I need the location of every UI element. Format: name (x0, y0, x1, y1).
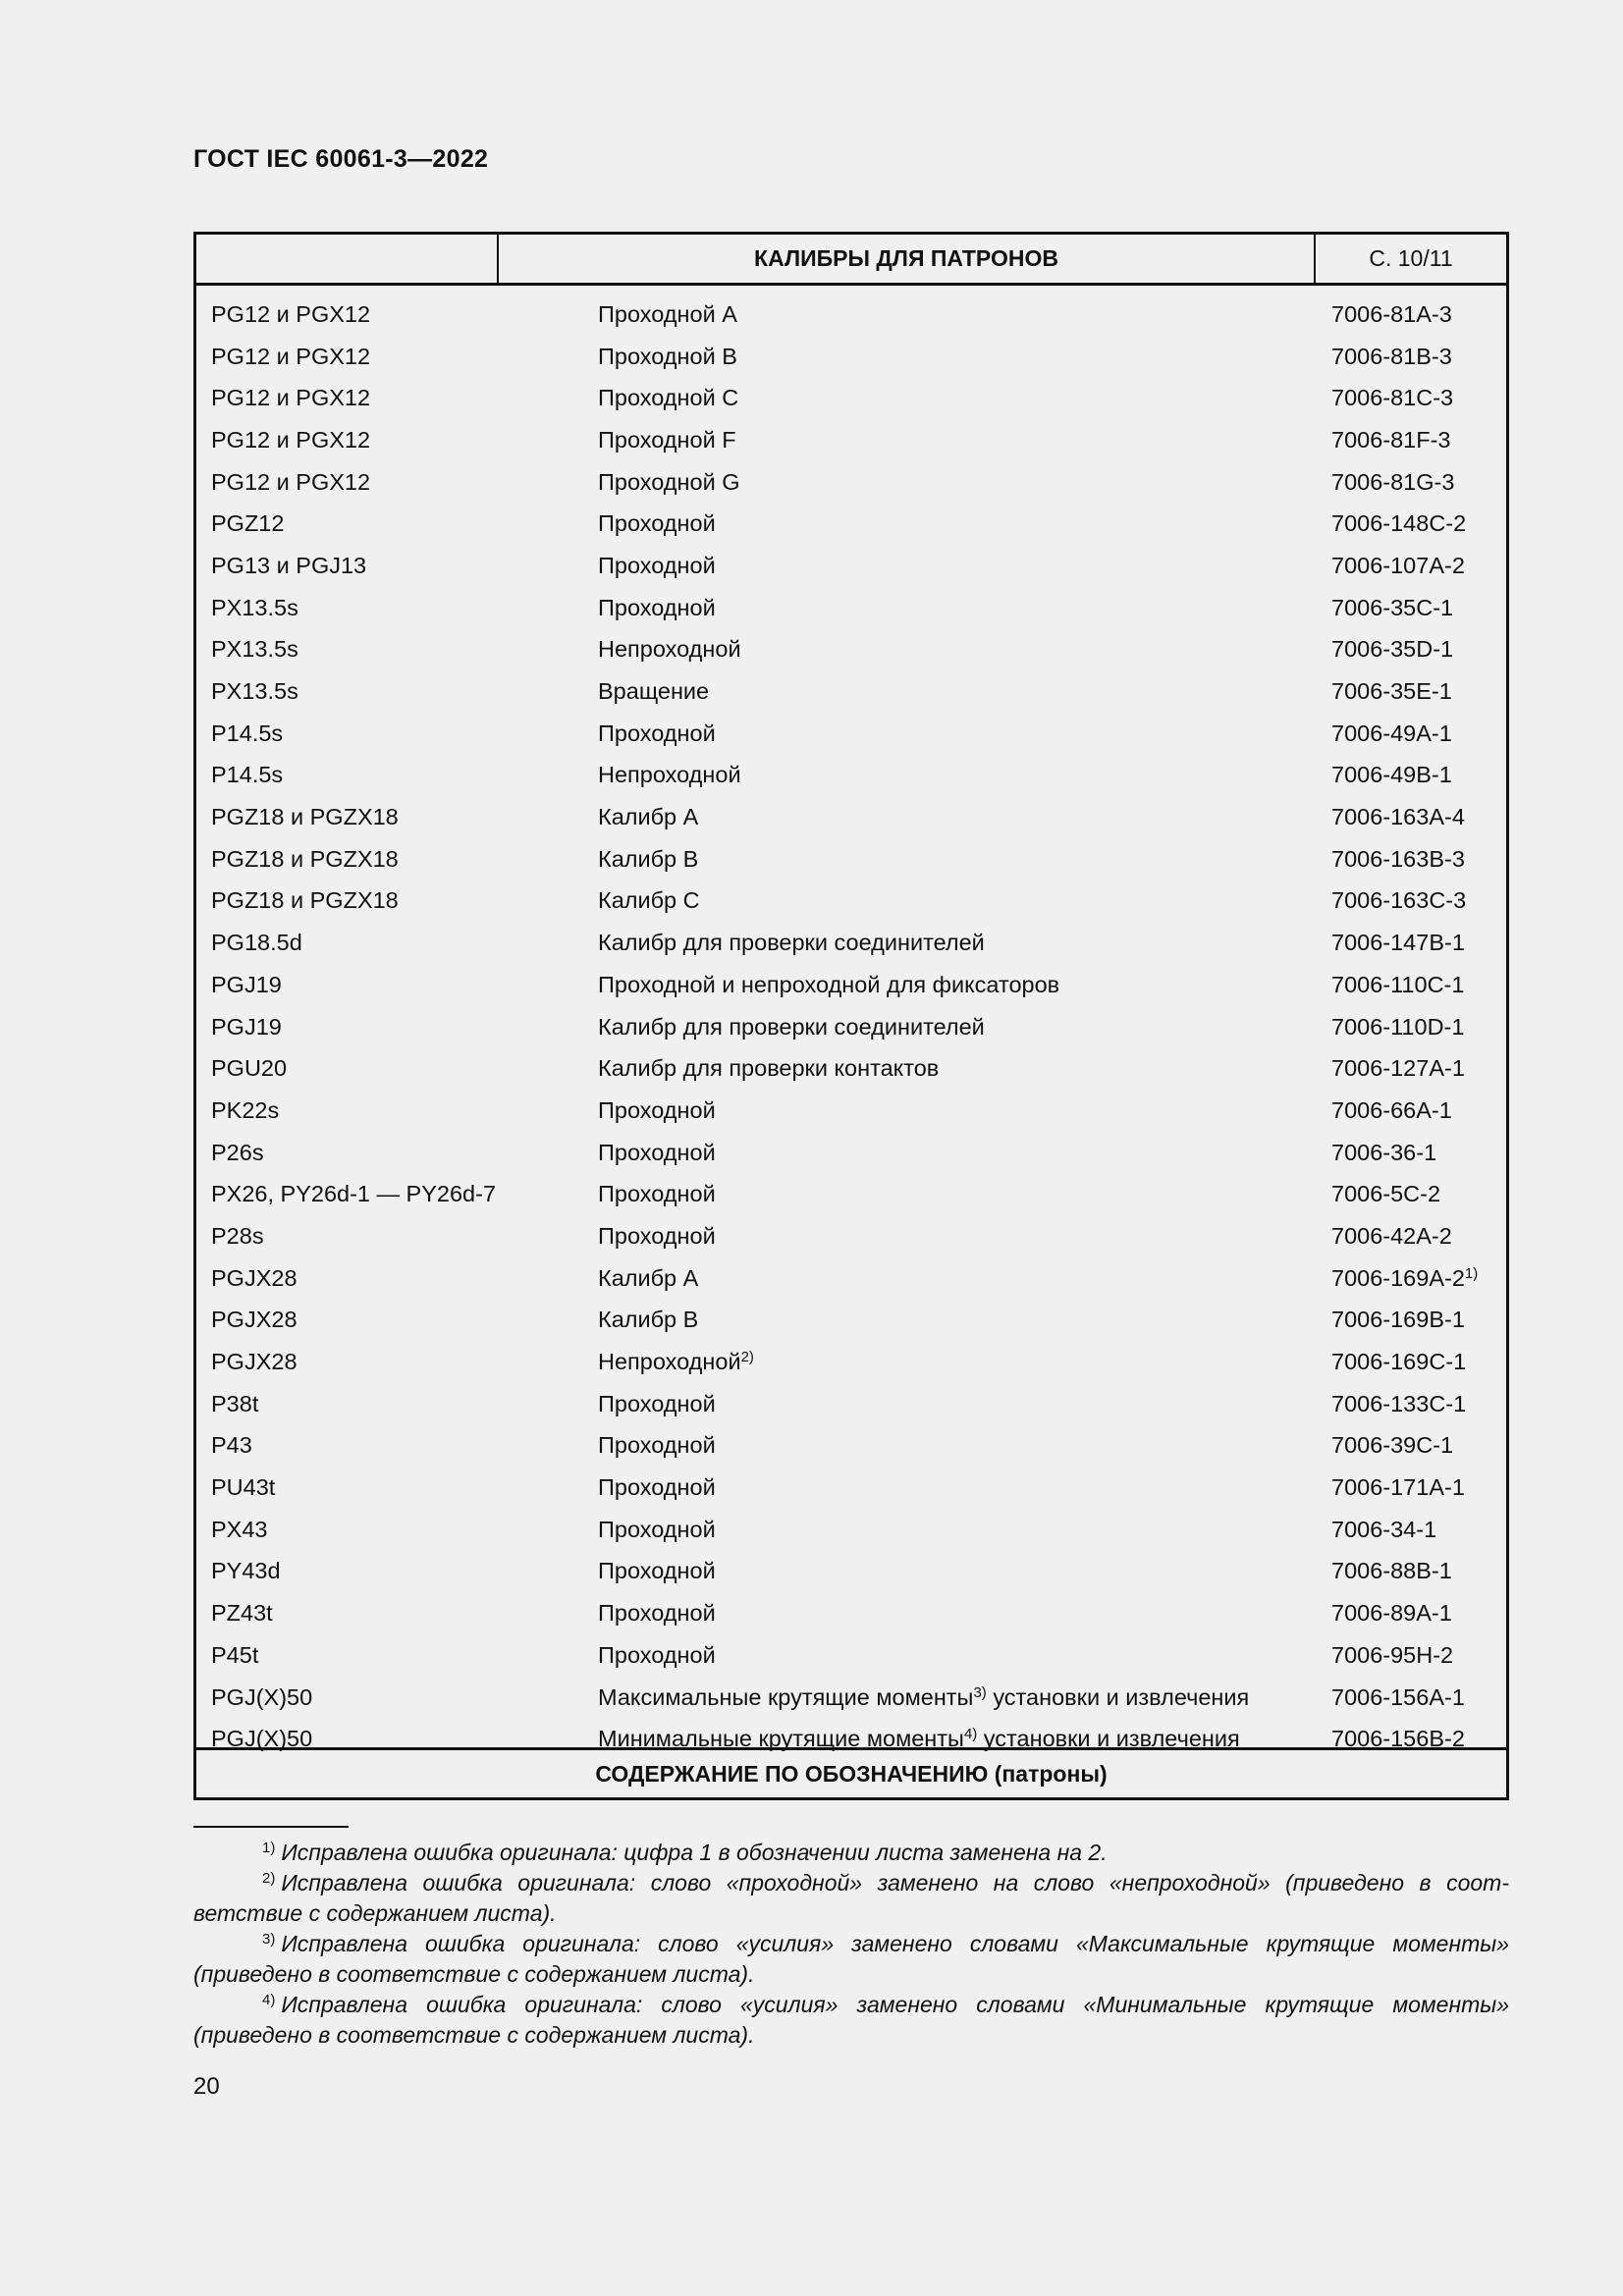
row-description-text: Проходной (598, 1474, 716, 1501)
row-description (598, 344, 737, 370)
row-designation: PX43 (211, 1516, 268, 1542)
row-designation: P14.5s (211, 720, 284, 746)
row-designation: PG12 и PGX12 (211, 343, 371, 369)
row-description-text: Проходной (598, 1516, 716, 1542)
table-row (196, 1592, 1506, 1634)
row-sheet-number (1331, 469, 1454, 496)
row-designation: PX13.5s (211, 678, 298, 705)
row-designation: PGU20 (211, 1055, 288, 1082)
row-sheet-text: 7006-148C-2 (1331, 510, 1467, 537)
row-sheet-number (1331, 678, 1452, 705)
table-row (196, 377, 1506, 419)
row-designation: PZ43t (211, 1600, 273, 1627)
row-description-text: Проходной (598, 1558, 716, 1584)
row-description-text: Калибр B (598, 1307, 699, 1333)
row-designation: PGZ18 и PGZX18 (211, 887, 399, 914)
row-sheet-text: 7006-95H-2 (1331, 1641, 1454, 1668)
row-designation: PY43d (211, 1558, 281, 1584)
row-description-text: Калибр для проверки соединителей (598, 1013, 985, 1040)
table-row (196, 629, 1506, 671)
row-sheet-text: 7006-49A-1 (1331, 720, 1452, 746)
table-row (196, 1257, 1506, 1300)
row-description-text: Проходной (598, 552, 716, 578)
row-description (598, 930, 985, 956)
row-description-text: Минимальные крутящие моменты (598, 1726, 964, 1752)
row-description-text: Непроходной (598, 1349, 741, 1375)
table-footer: СОДЕРЖАНИЕ ПО ОБОЗНАЧЕНИЮ (патроны) (196, 1747, 1506, 1797)
table-row (196, 670, 1506, 713)
row-sheet-number (1331, 595, 1453, 621)
table-row (196, 1467, 1506, 1509)
row-sheet-text: 7006-88B-1 (1331, 1558, 1452, 1584)
row-sheet-text: 7006-81F-3 (1331, 426, 1451, 453)
row-description (598, 762, 741, 788)
footnote-text: Исправлена ошибка оригинала: слово «усилия» заменено словами «Минимальные крутящие моменты» (приведено в соответствие с содержанием листа). (193, 1992, 1509, 2048)
row-description-text: Калибр A (598, 804, 699, 830)
row-sheet-number (1331, 427, 1451, 454)
row-designation: PGZ12 (211, 510, 285, 537)
row-description-text: Проходной (598, 1432, 716, 1459)
row-sheet-number (1331, 1517, 1436, 1543)
row-sheet-text: 7006-156A-1 (1331, 1683, 1465, 1710)
row-description-text: Проходной (598, 1600, 716, 1627)
row-sheet-number (1331, 930, 1465, 956)
table-row (196, 1132, 1506, 1174)
row-sheet-text: 7006-110D-1 (1331, 1013, 1465, 1040)
table-row (196, 796, 1506, 838)
row-description (598, 427, 736, 454)
row-description (598, 1517, 716, 1543)
row-sheet-number (1331, 1558, 1452, 1584)
table-row (196, 922, 1506, 964)
row-sheet-text: 7006-163B-3 (1331, 845, 1465, 872)
row-sheet-text: 7006-169B-1 (1331, 1307, 1465, 1333)
row-sheet-text: 7006-163C-3 (1331, 887, 1467, 914)
row-description (598, 385, 738, 411)
table-row (196, 1341, 1506, 1383)
table-row (196, 1425, 1506, 1468)
gauges-table (193, 232, 1509, 1800)
row-sheet-text: 7006-133C-1 (1331, 1390, 1467, 1416)
row-description-text: Вращение (598, 678, 710, 705)
footnote (193, 1929, 1509, 1990)
row-sheet-text: 7006-34-1 (1331, 1516, 1437, 1542)
row-description (598, 972, 1059, 998)
row-sheet-number (1331, 1391, 1466, 1417)
row-designation: PG13 и PGJ13 (211, 552, 367, 578)
table-body (196, 294, 1506, 1760)
row-description (598, 1055, 939, 1082)
row-description (598, 1181, 716, 1207)
row-designation: PGJX28 (211, 1349, 298, 1375)
row-description-tail: установки и извлечения (986, 1683, 1250, 1710)
row-sheet-text: 7006-147B-1 (1331, 930, 1465, 956)
footnote-number: 1) (262, 1840, 276, 1856)
row-sheet-number (1331, 1181, 1440, 1207)
row-sheet-number (1331, 1600, 1452, 1627)
table-header (196, 235, 1506, 286)
row-sheet-number (1331, 301, 1452, 328)
row-description-text: Проходной (598, 1096, 716, 1123)
row-designation: PGJ19 (211, 971, 282, 997)
table-row (196, 1634, 1506, 1677)
footnote-text: Исправлена ошибка оригинала: слово «проходной» заменено на слово «непроходной» (приведено в соот-ветствие с содержанием листа). (193, 1870, 1509, 1926)
header-sheet-ref: С. 10/11 (1369, 245, 1453, 271)
document-standard-title: ГОСТ IEC 60061-3—2022 (193, 145, 489, 173)
row-designation: PX13.5s (211, 594, 298, 620)
row-description (598, 887, 700, 914)
row-sheet-text: 7006-36-1 (1331, 1139, 1437, 1165)
table-row (196, 1509, 1506, 1551)
row-description (598, 1684, 1249, 1711)
footnote-mark: 1) (1464, 1264, 1479, 1282)
table-row (196, 1215, 1506, 1257)
table-row (196, 294, 1506, 336)
row-designation: P38t (211, 1390, 259, 1416)
footnote-number: 2) (262, 1870, 276, 1887)
row-sheet-text: 7006-35C-1 (1331, 594, 1454, 620)
row-description-text: Калибр C (598, 887, 700, 914)
row-designation: PGZ18 и PGZX18 (211, 804, 399, 830)
header-title: КАЛИБРЫ ДЛЯ ПАТРОНОВ (499, 235, 1316, 283)
row-description (598, 1097, 716, 1124)
row-description-text: Непроходной (598, 762, 741, 788)
row-sheet-text: 7006-81G-3 (1331, 468, 1455, 495)
row-sheet-text: 7006-35E-1 (1331, 678, 1452, 705)
row-sheet-number (1331, 1223, 1452, 1250)
row-sheet-number (1331, 1349, 1466, 1375)
row-designation: PGJ(X)50 (211, 1683, 313, 1710)
table-row (196, 1383, 1506, 1425)
row-description (598, 553, 716, 579)
row-designation: P28s (211, 1222, 264, 1249)
row-description (598, 301, 737, 328)
row-sheet-text: 7006-110C-1 (1331, 971, 1465, 997)
row-designation: PG18.5d (211, 930, 302, 956)
row-sheet-number (1331, 846, 1465, 873)
table-row (196, 587, 1506, 629)
table-row (196, 461, 1506, 504)
row-sheet-number (1331, 1307, 1465, 1333)
row-designation: P14.5s (211, 762, 284, 788)
row-sheet-text: 7006-81A-3 (1331, 300, 1452, 327)
table-row (196, 503, 1506, 545)
row-sheet-text: 7006-127A-1 (1331, 1055, 1465, 1082)
row-description (598, 510, 716, 537)
row-sheet-number (1331, 1097, 1452, 1124)
row-sheet-number (1331, 721, 1452, 747)
row-designation: PG12 и PGX12 (211, 385, 371, 411)
row-description-text: Проходной (598, 1641, 716, 1668)
row-description (598, 1642, 716, 1669)
row-sheet-text: 7006-49B-1 (1331, 762, 1452, 788)
table-row (196, 964, 1506, 1006)
row-description-text: Калибр для проверки соединителей (598, 930, 985, 956)
row-sheet-number (1331, 510, 1466, 537)
table-row (196, 1300, 1506, 1342)
row-designation: PGJX28 (211, 1307, 298, 1333)
row-description-text: Проходной (598, 594, 716, 620)
row-description-text: Проходной (598, 1181, 716, 1207)
row-description (598, 1391, 716, 1417)
row-description (598, 1265, 698, 1292)
table-row (196, 1677, 1506, 1719)
table-row (196, 1047, 1506, 1090)
row-description-text: Проходной (598, 1390, 716, 1416)
row-sheet-text: 7006-81B-3 (1331, 343, 1452, 369)
row-sheet-text: 7006-107A-2 (1331, 552, 1465, 578)
row-sheet-number (1331, 762, 1452, 788)
row-description-text: Проходной F (598, 426, 736, 453)
footnote-mark: 4) (963, 1726, 978, 1743)
row-description-text: Проходной (598, 1139, 716, 1165)
footnotes (193, 1838, 1509, 2051)
row-sheet-text: 7006-169C-1 (1331, 1349, 1467, 1375)
row-description (598, 595, 716, 621)
row-designation: PGJ19 (211, 1013, 282, 1040)
table-row (196, 1090, 1506, 1132)
row-description (598, 1307, 698, 1333)
row-designation: PX13.5s (211, 636, 298, 663)
row-sheet-number (1331, 972, 1464, 998)
footnote-number: 4) (262, 1992, 276, 2008)
row-sheet-number (1331, 636, 1453, 663)
header-empty-cell (196, 235, 499, 283)
row-description-text: Максимальные крутящие моменты (598, 1683, 974, 1710)
row-sheet-number (1331, 385, 1453, 411)
row-designation: PGJX28 (211, 1264, 298, 1291)
footnote-mark: 2) (740, 1349, 754, 1366)
row-description-text: Проходной (598, 510, 716, 537)
row-sheet-text: 7006-156B-2 (1331, 1726, 1465, 1752)
table-row (196, 755, 1506, 797)
row-sheet-text: 7006-66A-1 (1331, 1096, 1452, 1123)
row-description (598, 1558, 716, 1584)
row-description (598, 721, 716, 747)
row-sheet-number (1331, 1140, 1436, 1166)
row-designation: P45t (211, 1641, 259, 1668)
row-sheet-number (1331, 1684, 1465, 1711)
row-sheet-number (1331, 1642, 1453, 1669)
row-description-text: Проходной C (598, 385, 739, 411)
row-description-text: Проходной и непроходной для фиксаторов (598, 971, 1060, 997)
table-row (196, 336, 1506, 378)
table-row (196, 1006, 1506, 1048)
row-designation: PX26, PY26d-1 — PY26d-7 (211, 1181, 497, 1207)
row-designation: PG12 и PGX12 (211, 300, 371, 327)
table-row (196, 713, 1506, 755)
table-row (196, 1173, 1506, 1215)
row-description-text: Проходной (598, 1222, 716, 1249)
row-description-text: Проходной G (598, 468, 740, 495)
row-sheet-text: 7006-171A-1 (1331, 1474, 1465, 1501)
row-description (598, 1349, 754, 1375)
row-designation: PK22s (211, 1096, 280, 1123)
row-designation: PGZ18 и PGZX18 (211, 845, 399, 872)
row-designation: PG12 и PGX12 (211, 426, 371, 453)
row-description (598, 1600, 716, 1627)
row-description-tail: установки и извлечения (977, 1726, 1240, 1752)
row-description-text: Проходной (598, 720, 716, 746)
row-sheet-number (1331, 1265, 1478, 1292)
row-sheet-text: 7006-39C-1 (1331, 1432, 1454, 1459)
footnote-divider (193, 1826, 349, 1828)
row-sheet-text: 7006-163A-4 (1331, 804, 1465, 830)
row-description-text: Калибр для проверки контактов (598, 1055, 940, 1082)
row-sheet-text: 7006-81C-3 (1331, 385, 1454, 411)
row-description-text: Проходной B (598, 343, 737, 369)
row-sheet-number (1331, 1055, 1465, 1082)
row-sheet-text: 7006-35D-1 (1331, 636, 1454, 663)
row-sheet-number (1331, 1474, 1465, 1501)
footnote (193, 1868, 1509, 1929)
row-description-text: Непроходной (598, 636, 741, 663)
row-designation: PG12 и PGX12 (211, 468, 371, 495)
row-sheet-number (1331, 1014, 1464, 1041)
row-sheet-number (1331, 344, 1452, 370)
table-row (196, 1551, 1506, 1593)
row-description (598, 678, 709, 705)
row-sheet-text: 7006-5C-2 (1331, 1181, 1441, 1207)
table-row (196, 881, 1506, 923)
footnote-text: Исправлена ошибка оригинала: цифра 1 в обозначении листа заменена на 2. (281, 1840, 1108, 1865)
row-description (598, 804, 698, 830)
row-description (598, 1223, 716, 1250)
row-sheet-text: 7006-89A-1 (1331, 1600, 1452, 1627)
row-sheet-number (1331, 887, 1466, 914)
row-description (598, 469, 740, 496)
table-row (196, 838, 1506, 881)
footnote (193, 1838, 1509, 1868)
row-description (598, 636, 741, 663)
row-sheet-text: 7006-169A-2 (1331, 1264, 1465, 1291)
row-description (598, 1140, 716, 1166)
row-sheet-number (1331, 553, 1465, 579)
footnote-number: 3) (262, 1931, 276, 1948)
footnote-text: Исправлена ошибка оригинала: слово «усилия» заменено словами «Максимальные крутящие моменты» (приведено в соответствие с содержанием листа). (193, 1931, 1509, 1987)
row-description-text: Калибр B (598, 845, 699, 872)
footnote (193, 1990, 1509, 2051)
row-sheet-text: 7006-42A-2 (1331, 1222, 1452, 1249)
row-description (598, 846, 698, 873)
page-number: 20 (193, 2073, 220, 2100)
row-designation: PGJ(X)50 (211, 1726, 313, 1752)
row-sheet-number (1331, 1432, 1453, 1459)
row-designation: P43 (211, 1432, 252, 1459)
row-designation: P26s (211, 1139, 264, 1165)
row-description (598, 1432, 716, 1459)
table-row (196, 545, 1506, 587)
table-row (196, 419, 1506, 461)
row-description (598, 1474, 716, 1501)
row-sheet-number (1331, 804, 1465, 830)
footnote-mark: 3) (973, 1683, 987, 1701)
row-description-text: Калибр A (598, 1264, 699, 1291)
row-designation: PU43t (211, 1474, 276, 1501)
row-description-text: Проходной A (598, 300, 737, 327)
row-description (598, 1014, 985, 1041)
